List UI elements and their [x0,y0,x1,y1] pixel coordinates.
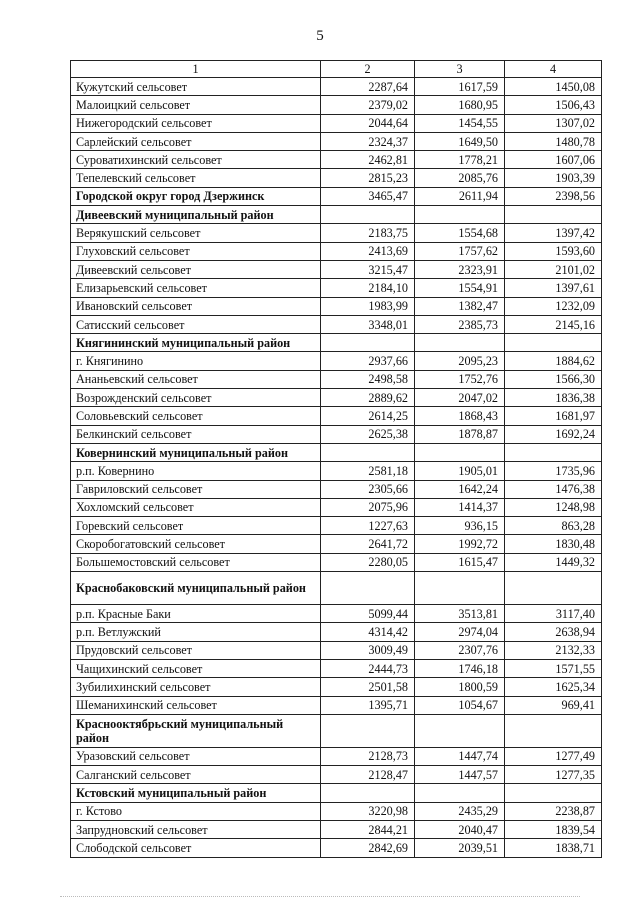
value-cell-col4: 1449,32 [505,553,602,571]
table-row [71,839,602,857]
value-cell-col3: 2307,76 [415,641,505,659]
district-row [71,572,602,605]
table-row [71,132,602,150]
value-cell-col3 [415,784,505,802]
value-cell-col4 [505,714,602,747]
row-name-cell: Скоробогатовский сельсовет [71,535,321,553]
value-cell-col3: 1680,95 [415,96,505,114]
row-name-cell: Нижегородский сельсовет [71,114,321,132]
row-name-cell: Тепелевский сельсовет [71,169,321,187]
value-cell-col2: 2614,25 [321,407,415,425]
district-row [71,784,602,802]
row-name-cell: Краснооктябрьский муниципальный район [71,714,321,747]
column-header: 3 [415,61,505,78]
row-name-cell: Елизарьевский сельсовет [71,279,321,297]
value-cell-col3: 2974,04 [415,623,505,641]
row-name-cell: Прудовский сельсовет [71,641,321,659]
value-cell-col3: 2039,51 [415,839,505,857]
value-cell-col4: 863,28 [505,517,602,535]
value-cell-col2: 2937,66 [321,352,415,370]
value-cell-col4: 1735,96 [505,462,602,480]
value-cell-col4: 1307,02 [505,114,602,132]
value-cell-col2: 2641,72 [321,535,415,553]
value-cell-col3: 2435,29 [415,802,505,820]
district-row [71,334,602,352]
value-cell-col2: 2287,64 [321,78,415,96]
table-row [71,802,602,820]
value-cell-col3: 1905,01 [415,462,505,480]
value-cell-col2: 2501,58 [321,678,415,696]
value-cell-col4: 1839,54 [505,820,602,838]
value-cell-col2: 2044,64 [321,114,415,132]
value-cell-col2: 3348,01 [321,315,415,333]
value-cell-col3: 1382,47 [415,297,505,315]
table-body [71,61,602,858]
page-number: 5 [316,28,324,44]
value-cell-col4: 1450,08 [505,78,602,96]
row-name-cell: Ананьевский сельсовет [71,370,321,388]
value-cell-col3: 1746,18 [415,659,505,677]
table-row [71,78,602,96]
row-name-cell: Белкинский сельсовет [71,425,321,443]
value-cell-col2: 4314,42 [321,623,415,641]
value-cell-col4 [505,784,602,802]
value-cell-col4: 1692,24 [505,425,602,443]
row-name-cell: Запрудновский сельсовет [71,820,321,838]
column-header: 1 [71,61,321,78]
value-cell-col2: 2305,66 [321,480,415,498]
value-cell-col2: 2183,75 [321,224,415,242]
value-cell-col3: 1617,59 [415,78,505,96]
table-row [71,114,602,132]
value-cell-col2: 2581,18 [321,462,415,480]
row-name-cell: Ивановский сельсовет [71,297,321,315]
value-cell-col2: 2844,21 [321,820,415,838]
value-cell-col2 [321,443,415,461]
footer-rule [60,896,580,898]
value-cell-col2: 1227,63 [321,517,415,535]
district-row [71,443,602,461]
row-name-cell: Шеманихинский сельсовет [71,696,321,714]
value-cell-col3: 1414,37 [415,498,505,516]
row-name-cell: Зубилихинский сельсовет [71,678,321,696]
value-cell-col2 [321,714,415,747]
value-cell-col3: 1752,76 [415,370,505,388]
table-row [71,678,602,696]
table-row [71,260,602,278]
column-header: 2 [321,61,415,78]
district-row [71,206,602,224]
value-cell-col2: 2184,10 [321,279,415,297]
value-cell-col3: 936,15 [415,517,505,535]
value-cell-col3: 1054,67 [415,696,505,714]
value-cell-col2: 2075,96 [321,498,415,516]
row-name-cell: Городской округ город Дзержинск [71,187,321,205]
table-row [71,605,602,623]
value-cell-col4: 1277,35 [505,766,602,784]
row-name-cell: Верякушский сельсовет [71,224,321,242]
value-cell-col2: 2128,73 [321,747,415,765]
value-cell-col4: 1593,60 [505,242,602,260]
value-cell-col4: 1476,38 [505,480,602,498]
table-row [71,352,602,370]
data-table [70,60,602,858]
value-cell-col2: 2462,81 [321,151,415,169]
row-name-cell: Слободской сельсовет [71,839,321,857]
row-name-cell: Соловьевский сельсовет [71,407,321,425]
row-name-cell: Кужутский сельсовет [71,78,321,96]
district-row [71,714,602,747]
value-cell-col3: 1868,43 [415,407,505,425]
row-name-cell: Гавриловский сельсовет [71,480,321,498]
value-cell-col2: 2324,37 [321,132,415,150]
value-cell-col4 [505,572,602,605]
value-cell-col4: 1884,62 [505,352,602,370]
value-cell-col2: 2280,05 [321,553,415,571]
table-row [71,480,602,498]
value-cell-col4: 1836,38 [505,389,602,407]
value-cell-col2: 2379,02 [321,96,415,114]
value-cell-col4: 2638,94 [505,623,602,641]
row-name-cell: г. Кстово [71,802,321,820]
value-cell-col4: 3117,40 [505,605,602,623]
row-name-cell: Суроватихинский сельсовет [71,151,321,169]
value-cell-col4: 969,41 [505,696,602,714]
row-name-cell: г. Княгинино [71,352,321,370]
row-name-cell: Сарлейский сельсовет [71,132,321,150]
value-cell-col4 [505,206,602,224]
table-row [71,407,602,425]
value-cell-col4: 2145,16 [505,315,602,333]
value-cell-col3: 1757,62 [415,242,505,260]
value-cell-col3: 1615,47 [415,553,505,571]
value-cell-col2: 2444,73 [321,659,415,677]
table-row [71,462,602,480]
row-name-cell: Хохломский сельсовет [71,498,321,516]
value-cell-col3: 2611,94 [415,187,505,205]
value-cell-col3: 1642,24 [415,480,505,498]
value-cell-col4: 1681,97 [505,407,602,425]
row-name-cell: р.п. Ковернино [71,462,321,480]
value-cell-col3: 1649,50 [415,132,505,150]
value-cell-col3: 1447,57 [415,766,505,784]
value-cell-col3: 2047,02 [415,389,505,407]
table-row [71,242,602,260]
value-cell-col3 [415,714,505,747]
table-row [71,747,602,765]
value-cell-col4: 1571,55 [505,659,602,677]
table-row [71,659,602,677]
value-cell-col3 [415,572,505,605]
value-cell-col2: 2413,69 [321,242,415,260]
value-cell-col2: 2842,69 [321,839,415,857]
row-name-cell: р.п. Ветлужский [71,623,321,641]
value-cell-col2: 2815,23 [321,169,415,187]
value-cell-col3: 1554,68 [415,224,505,242]
table-row [71,517,602,535]
column-header: 4 [505,61,602,78]
value-cell-col4: 2101,02 [505,260,602,278]
value-cell-col2 [321,572,415,605]
value-cell-col2: 2889,62 [321,389,415,407]
value-cell-col3: 2385,73 [415,315,505,333]
row-name-cell: Дивеевский муниципальный район [71,206,321,224]
value-cell-col4: 1480,78 [505,132,602,150]
row-name-cell: Ковернинский муниципальный район [71,443,321,461]
value-cell-col3 [415,443,505,461]
table-row [71,389,602,407]
row-name-cell: Дивеевский сельсовет [71,260,321,278]
row-name-cell: Малоицкий сельсовет [71,96,321,114]
value-cell-col4: 2238,87 [505,802,602,820]
value-cell-col2: 3465,47 [321,187,415,205]
row-name-cell: Возрожденский сельсовет [71,389,321,407]
table-row [71,169,602,187]
value-cell-col4: 1838,71 [505,839,602,857]
value-cell-col4: 1625,34 [505,678,602,696]
table-row [71,553,602,571]
table-row [71,425,602,443]
table-row [71,641,602,659]
district-row [71,187,602,205]
value-cell-col2 [321,334,415,352]
value-cell-col3: 1447,74 [415,747,505,765]
row-name-cell: Салганский сельсовет [71,766,321,784]
row-name-cell: Княгининский муниципальный район [71,334,321,352]
row-name-cell: Большемостовский сельсовет [71,553,321,571]
table-row [71,297,602,315]
value-cell-col4 [505,443,602,461]
value-cell-col3: 1454,55 [415,114,505,132]
table-row [71,535,602,553]
value-cell-col3 [415,334,505,352]
value-cell-col4: 1830,48 [505,535,602,553]
row-name-cell: Чащихинский сельсовет [71,659,321,677]
value-cell-col3 [415,206,505,224]
row-name-cell: Горевский сельсовет [71,517,321,535]
value-cell-col4: 1397,42 [505,224,602,242]
table-row [71,623,602,641]
value-cell-col4: 1232,09 [505,297,602,315]
value-cell-col3: 2095,23 [415,352,505,370]
row-name-cell: Уразовский сельсовет [71,747,321,765]
table-row [71,820,602,838]
value-cell-col2: 3215,47 [321,260,415,278]
value-cell-col3: 1992,72 [415,535,505,553]
table-row [71,151,602,169]
value-cell-col2 [321,784,415,802]
table-row [71,96,602,114]
row-name-cell: Краснобаковский муниципальный район [71,572,321,605]
value-cell-col2 [321,206,415,224]
value-cell-col3: 2040,47 [415,820,505,838]
value-cell-col3: 1878,87 [415,425,505,443]
value-cell-col2: 5099,44 [321,605,415,623]
value-cell-col2: 2625,38 [321,425,415,443]
value-cell-col3: 3513,81 [415,605,505,623]
value-cell-col3: 1800,59 [415,678,505,696]
row-name-cell: р.п. Красные Баки [71,605,321,623]
value-cell-col4: 1248,98 [505,498,602,516]
table-row [71,370,602,388]
table-header-row [71,61,602,78]
value-cell-col3: 2323,91 [415,260,505,278]
value-cell-col2: 3220,98 [321,802,415,820]
value-cell-col2: 2128,47 [321,766,415,784]
value-cell-col4 [505,334,602,352]
value-cell-col2: 2498,58 [321,370,415,388]
value-cell-col4: 1397,61 [505,279,602,297]
value-cell-col2: 1395,71 [321,696,415,714]
value-cell-col3: 1778,21 [415,151,505,169]
table-row [71,279,602,297]
value-cell-col3: 1554,91 [415,279,505,297]
value-cell-col4: 1903,39 [505,169,602,187]
table-row [71,696,602,714]
table-row [71,498,602,516]
value-cell-col4: 1607,06 [505,151,602,169]
value-cell-col4: 2132,33 [505,641,602,659]
row-name-cell: Сатисский сельсовет [71,315,321,333]
value-cell-col4: 2398,56 [505,187,602,205]
value-cell-col4: 1506,43 [505,96,602,114]
value-cell-col4: 1566,30 [505,370,602,388]
value-cell-col2: 1983,99 [321,297,415,315]
row-name-cell: Кстовский муниципальный район [71,784,321,802]
table-row [71,766,602,784]
table-row [71,315,602,333]
row-name-cell: Глуховский сельсовет [71,242,321,260]
value-cell-col4: 1277,49 [505,747,602,765]
table-row [71,224,602,242]
value-cell-col3: 2085,76 [415,169,505,187]
value-cell-col2: 3009,49 [321,641,415,659]
